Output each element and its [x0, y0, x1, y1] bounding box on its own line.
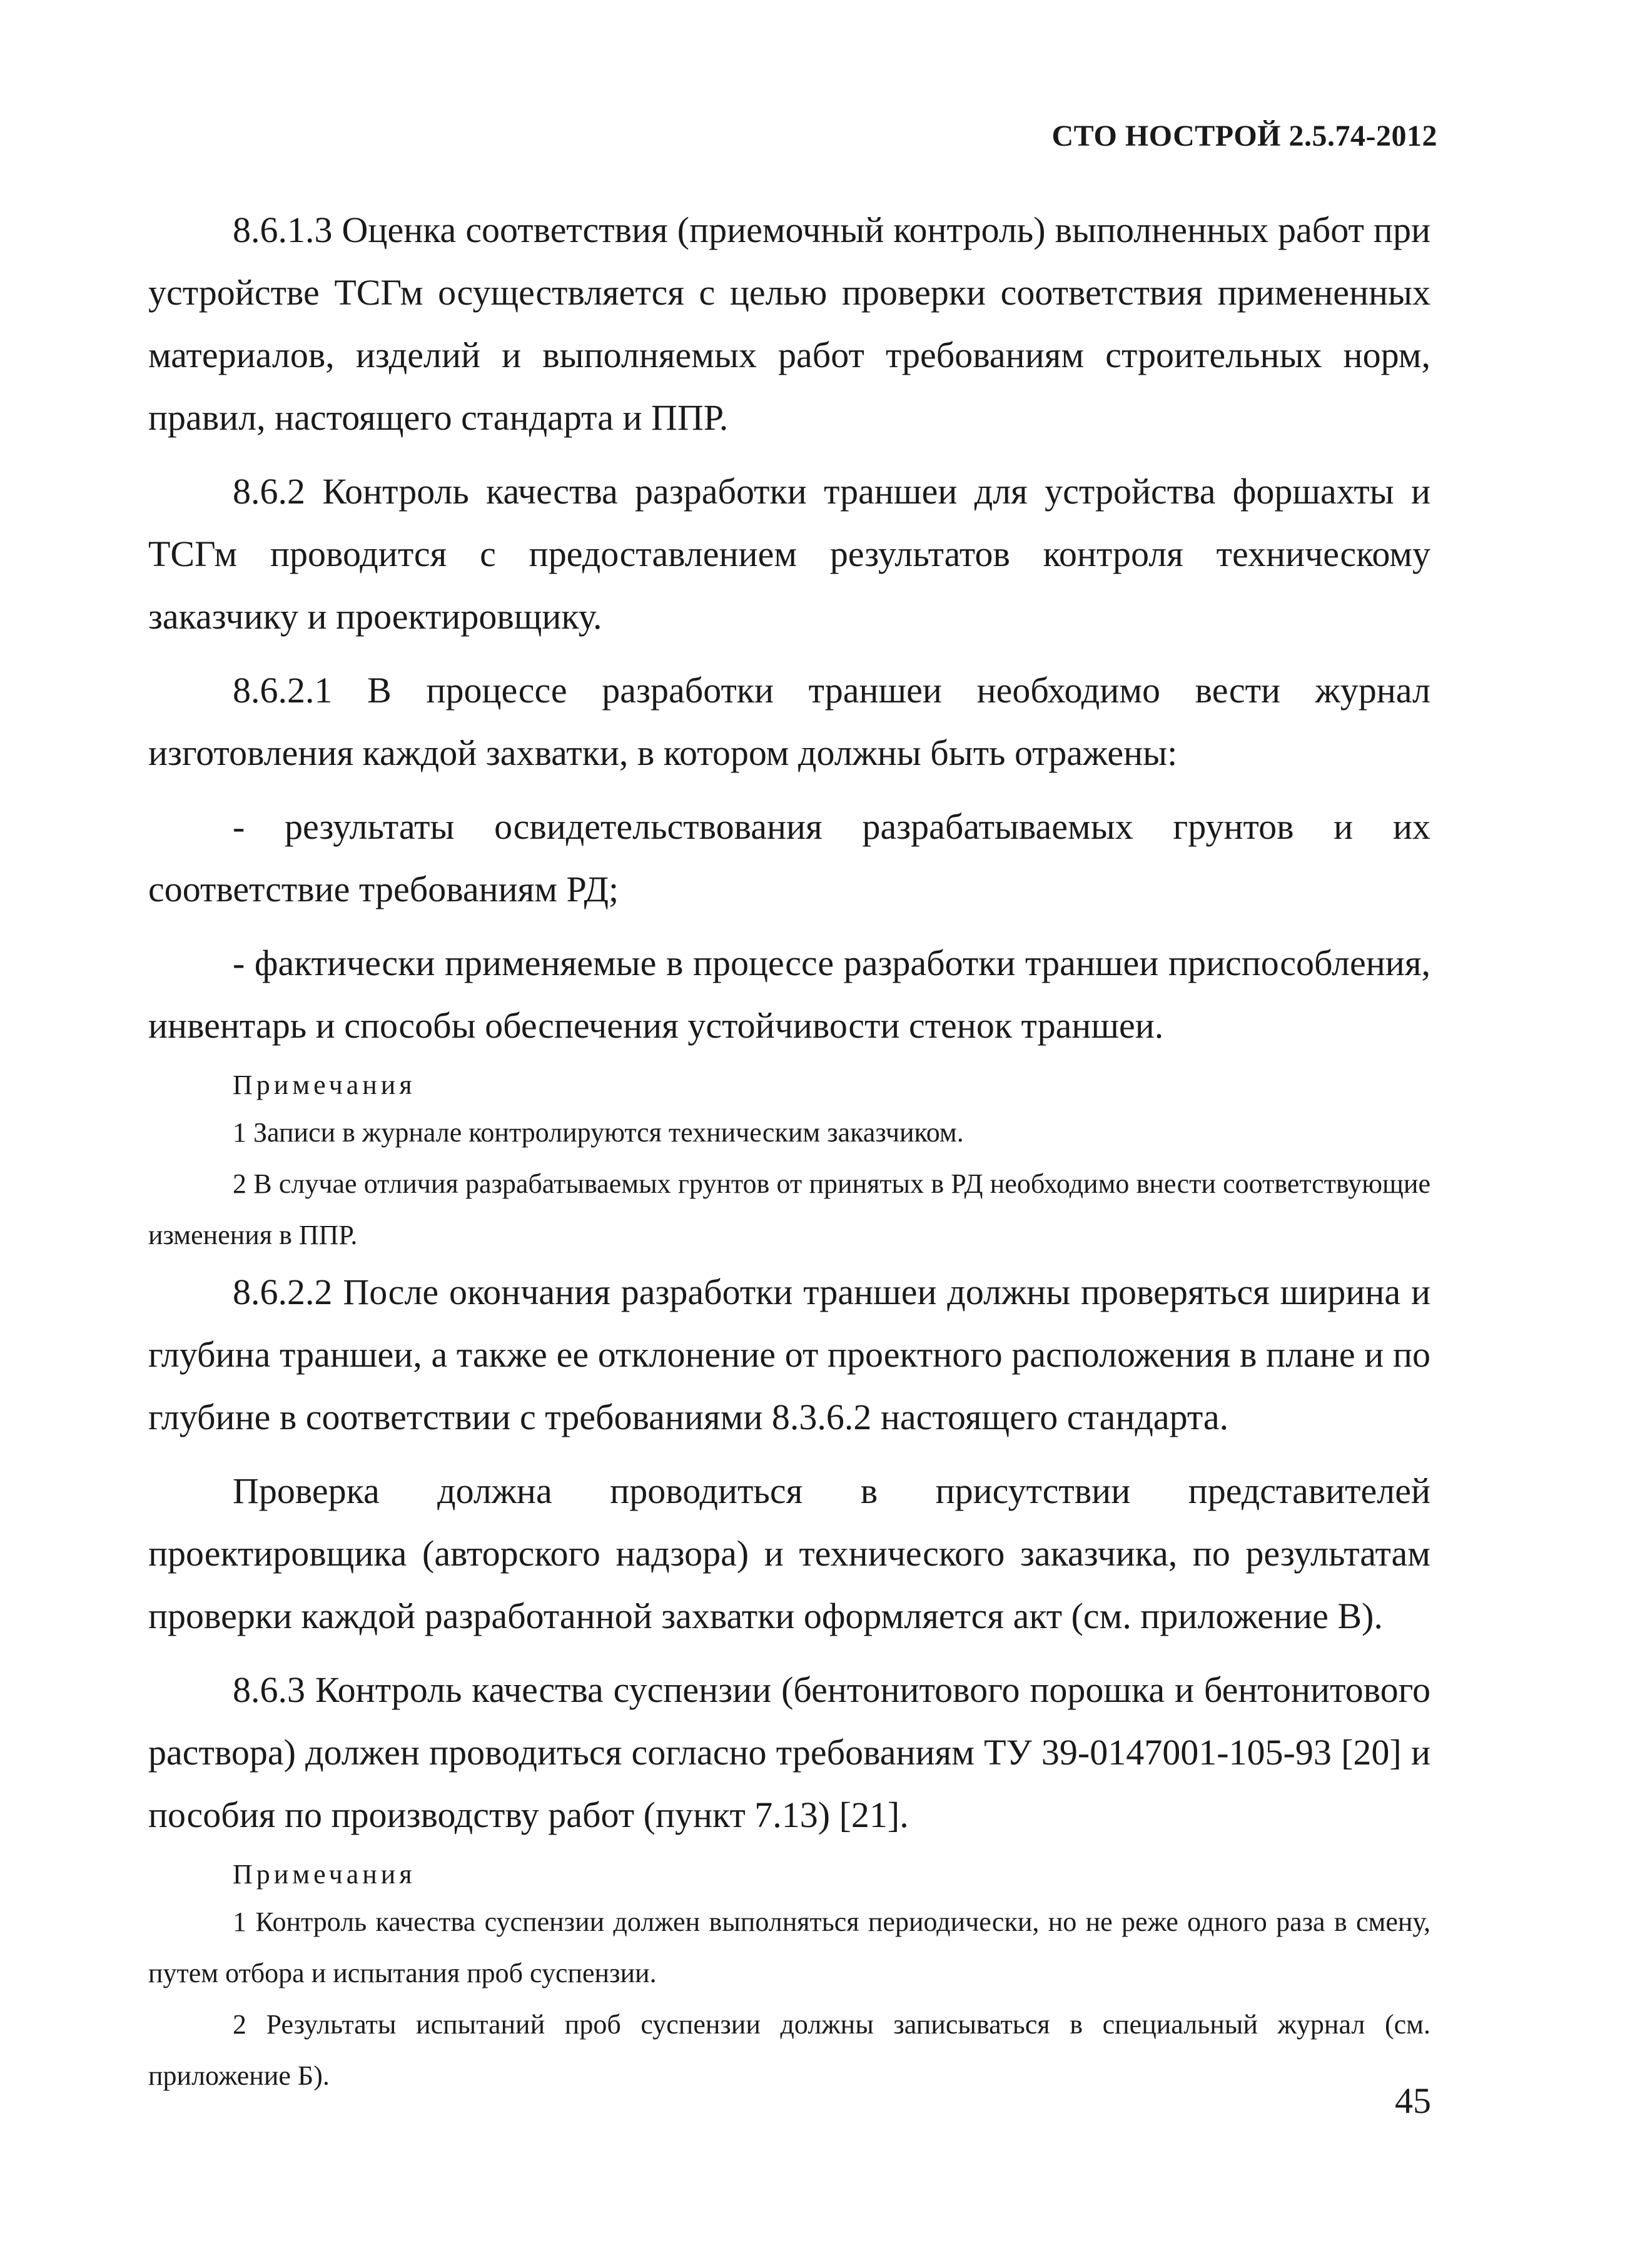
note-item: 1 Контроль качества суспензии должен выполняться периодически, но не реже одного раза в смену, путем отбора и испытания проб суспензии. — [148, 1906, 1430, 1988]
list-item-soil-survey: - результаты освидетельствования разрабатываемых грунтов и их соответствие требованиям РД; — [148, 806, 1430, 909]
paragraph-8-6-2-2: 8.6.2.2 После окончания разработки траншеи должны проверяться ширина и глубина траншеи, а также ее отклонение от проектного расположения в плане и по глубине в соответствии с требованиями 8.3.6.2 настоящего стандарта. — [148, 1272, 1430, 1437]
note-item: 2 Результаты испытаний проб суспензии должны записываться в специальный журнал (см. приложение Б). — [148, 2009, 1430, 2091]
paragraph-inspection: Проверка должна проводиться в присутствии представителей проектировщика (авторского надзора) и технического заказчика, по результатам проверки каждой разработанной захватки оформляется акт (см. приложение В). — [148, 1471, 1430, 1636]
note-item: 2 В случае отличия разрабатываемых грунтов от принятых в РД необходимо внести соответствующие изменения в ППР. — [148, 1168, 1430, 1250]
paragraph-8-6-1-3: 8.6.1.3 Оценка соответствия (приемочный контроль) выполненных работ при устройстве ТСГм осуществляется с целью проверки соответствия примененных материалов, изделий и выполняемых работ требованиям строительных норм, правил, настоящего стандарта и ППР. — [148, 210, 1430, 438]
notes-heading: Примечания — [233, 1070, 416, 1100]
notes-heading: Примечания — [233, 1859, 416, 1890]
document-code-header: СТО НОСТРОЙ 2.5.74-2012 — [1051, 119, 1437, 153]
page-body — [148, 199, 1430, 2102]
paragraph-8-6-2-1: 8.6.2.1 В процессе разработки траншеи необходимо вести журнал изготовления каждой захватки, в котором должны быть отражены: — [148, 670, 1430, 773]
page-number: 45 — [1395, 2080, 1431, 2121]
paragraph-8-6-3: 8.6.3 Контроль качества суспензии (бентонитового порошка и бентонитового раствора) должен проводиться согласно требованиям ТУ 39-0147001-105-93 [20] и пособия по производству работ (пункт 7.13) [21]. — [148, 1669, 1430, 1835]
paragraph-8-6-2: 8.6.2 Контроль качества разработки траншеи для устройства форшахты и ТСГм проводится с предоставлением результатов контроля техническому заказчику и проектировщику. — [148, 471, 1430, 637]
list-item-trench-equipment: - фактически применяемые в процессе разработки траншеи приспособления, инвентарь и способы обеспечения устойчивости стенок траншеи. — [148, 943, 1430, 1046]
note-item: 1 Записи в журнале контролируются техническим заказчиком. — [233, 1117, 964, 1148]
